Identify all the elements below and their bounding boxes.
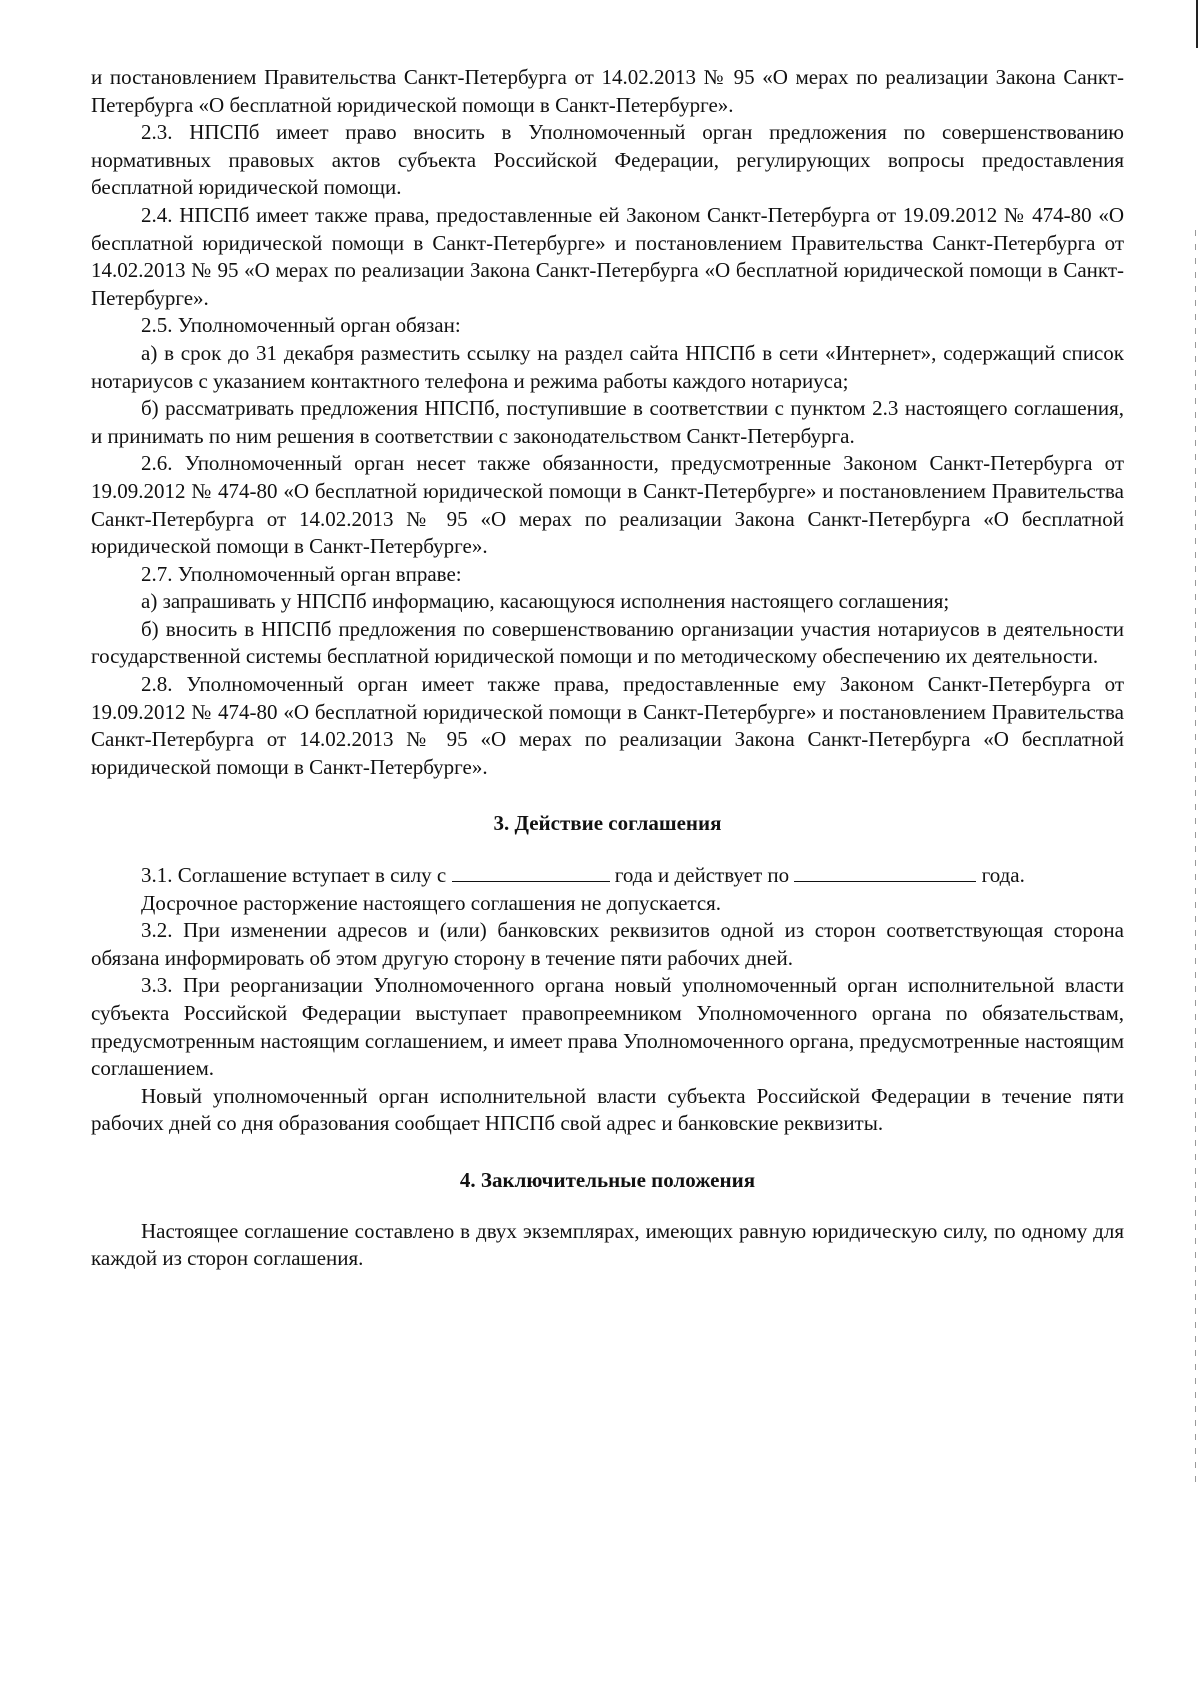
- clause-2-7-a: а) запрашивать у НПСПб информацию, касающуюся исполнения настоящего соглашения;: [141, 589, 950, 614]
- section-4-title: 4. Заключительные положения: [459, 1167, 756, 1192]
- clause-3-1: [91, 861, 1124, 890]
- end-date-blank: [794, 861, 976, 882]
- clause-3-1-start: 3.1. Соглашение вступает в силу с: [141, 863, 447, 888]
- clause-3-3: 3.3. При реорганизации Уполномоченного органа новый уполномоченный орган исполнительной власти субъекта Российской Федерации выступает правопреемником Уполномоченного органа по обязательствам, предусмотренным настоящим соглашением, и имеет права Уполномоченного органа, предусмотренные настоящим соглашением.: [91, 973, 1124, 1081]
- clause-2-7-b: б) вносить в НПСПб предложения по совершенствованию организации участия нотариусов в деятельности государственной системы бесплатной юридической помощи и по методическому обеспечению их деятельности.: [91, 616, 1124, 669]
- document-page: [91, 64, 1124, 1273]
- clause-2-5-b: б) рассматривать предложения НПСПб, поступившие в соответствии с пунктом 2.3 настоящего соглашения, и принимать по ним решения в соответствии с законодательством Санкт-Петербурга.: [91, 396, 1124, 448]
- clause-3-3-continued: Новый уполномоченный орган исполнительной власти субъекта Российской Федерации в течение пяти рабочих дней со дня образования сообщает НПСПб свой адрес и банковские реквизиты.: [91, 1083, 1124, 1136]
- scan-edge-mark: [1196, 0, 1198, 48]
- clause-2-5: 2.5. Уполномоченный орган обязан:: [141, 313, 461, 338]
- scan-margin-artifact: [1195, 230, 1196, 1490]
- start-date-blank: [452, 861, 610, 882]
- clause-3-1-mid: года и действует по: [614, 863, 790, 888]
- clause-2-8: 2.8. Уполномоченный орган имеет также права, предоставленные ему Законом Санкт-Петербурга от 19.09.2012 № 474-80 «О бесплатной юридической помощи в Санкт-Петербурге» и постановлением Правительства Санкт-Петербурга от 14.02.2013 № 95 «О мерах по реализации Закона Санкт-Петербурга «О бесплатной юридической помощи в Санкт-Петербурге».: [91, 672, 1124, 779]
- clause-3-1-end: года.: [981, 863, 1025, 888]
- clause-2-4: 2.4. НПСПб имеет также права, предоставленные ей Законом Санкт-Петербурга от 19.09.2012 № 474-80 «О бесплатной юридической помощи в Санкт-Петербурге» и постановлением Правительства Санкт-Петербурга от 14.02.2013 № 95 «О мерах по реализации Закона Санкт-Петербурга «О бесплатной юридической помощи в Санкт-Петербурге».: [91, 202, 1124, 310]
- clause-2-5-a: а) в срок до 31 декабря разместить ссылку на раздел сайта НПСПб в сети «Интернет», содержащий список нотариусов с указанием контактного телефона и режима работы каждого нотариуса;: [91, 340, 1124, 393]
- paragraph-intro-continuation: и постановлением Правительства Санкт-Петербурга от 14.02.2013 № 95 «О мерах по реализации Закона Санкт-Петербурга «О бесплатной юридической помощи в Санкт-Петербурге».: [91, 65, 1124, 117]
- clause-2-7: 2.7. Уполномоченный орган вправе:: [141, 561, 462, 586]
- clause-3-1-termination: Досрочное расторжение настоящего соглашения не допускается.: [141, 890, 722, 915]
- clause-2-6: 2.6. Уполномоченный орган несет также обязанности, предусмотренные Законом Санкт-Петербурга от 19.09.2012 № 474-80 «О бесплатной юридической помощи в Санкт-Петербурге» и постановлением Правительства Санкт-Петербурга от 14.02.2013 № 95 «О мерах по реализации Закона Санкт-Петербурга «О бесплатной юридической помощи в Санкт-Петербурге».: [91, 451, 1124, 559]
- clause-3-2: 3.2. При изменении адресов и (или) банковских реквизитов одной из сторон соответствующая сторона обязана информировать об этом другую сторону в течение пяти рабочих дней.: [91, 918, 1124, 970]
- clause-2-3: 2.3. НПСПб имеет право вносить в Уполномоченный орган предложения по совершенствованию нормативных правовых актов субъекта Российской Федерации, регулирующих вопросы предоставления бесплатной юридической помощи.: [91, 120, 1124, 200]
- section-3-title: 3. Действие соглашения: [493, 811, 722, 836]
- clause-4-final: Настоящее соглашение составлено в двух экземплярах, имеющих равную юридическую силу, по одному для каждой из сторон соглашения.: [91, 1218, 1124, 1271]
